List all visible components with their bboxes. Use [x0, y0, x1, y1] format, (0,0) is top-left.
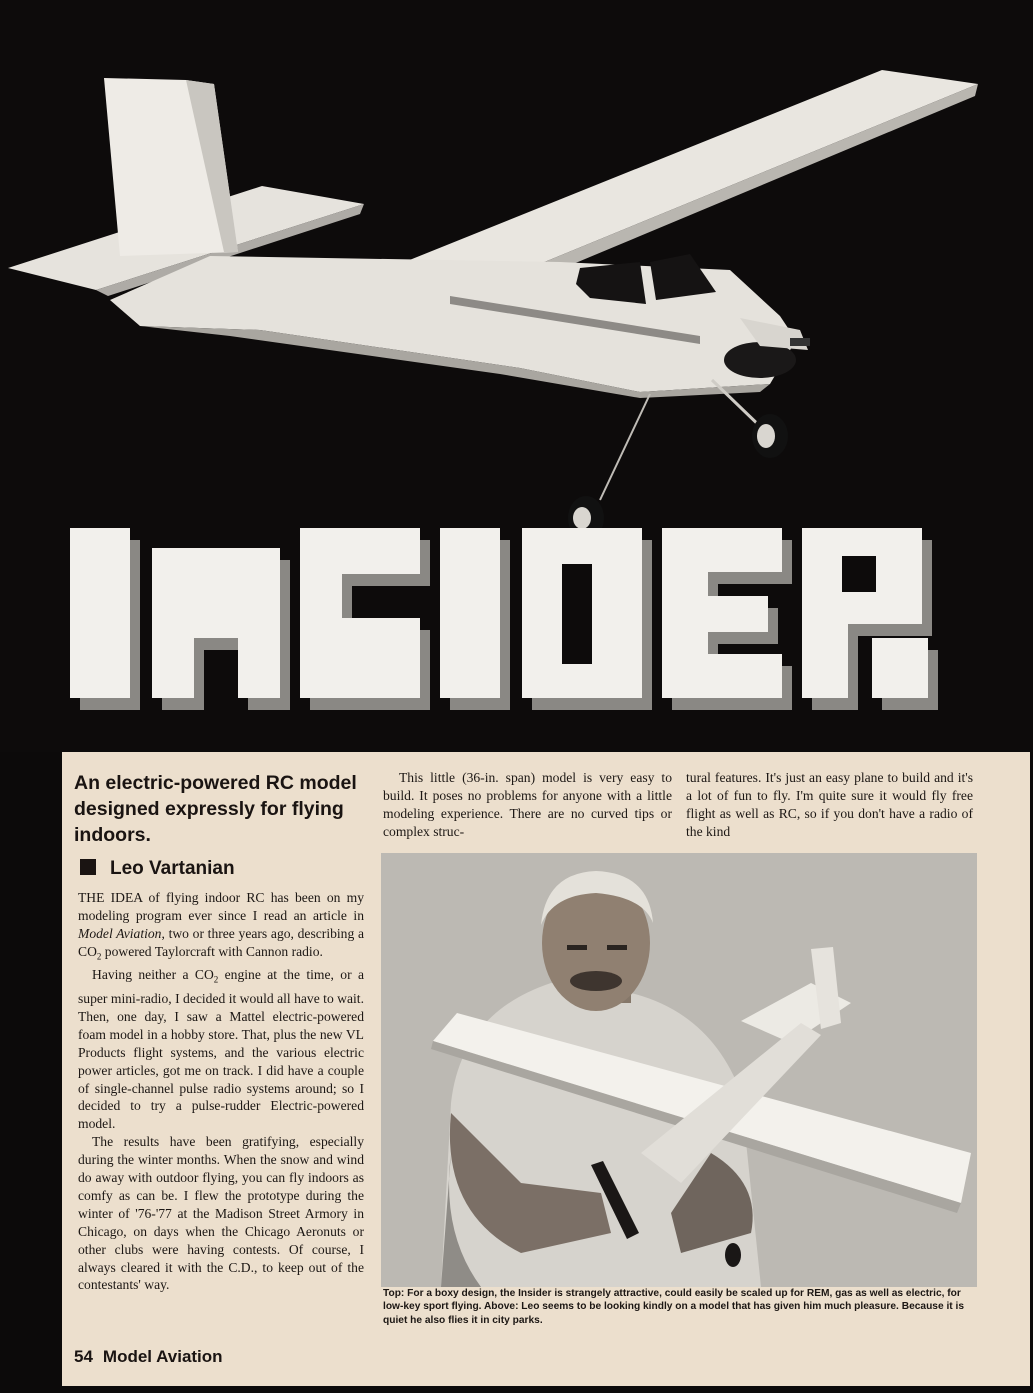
headline-letter-i-0 — [70, 528, 140, 710]
headline-letter-n-1 — [152, 548, 290, 710]
article-column-3: tural features. It's just an easy plane to build and it's a lot of fun to fly. I'm quite sure it would fly free flight as well as RC, so if you don't have a radio of the kind — [686, 770, 973, 839]
column1-para-2: Having neither a $CO_2$ engine at the time, or a super mini-radio, I decided it would all have to wait. Then, one day, I saw a Mattel electric-powered foam model in a hobby store. That, plus the new VL Products flight systems, and the various electric power articles, got me on track. I did have a couple of single-channel pulse radio systems around; so I decided to try a pulse-rudder Electric-powered model. — [78, 967, 364, 1132]
page-folio — [74, 1347, 223, 1367]
author-photo — [381, 853, 977, 1287]
column1-para-3: The results have been gratifying, especially during the winter months. When the snow and wind do away with outdoor flying, you can fly indoors as comfy as can be. I flew the prototype during the winter of '76-'77 at the Madison Street Armory in Chicago, on days when the Chicago Aeronuts or other clubs were having contests. Of course, I always cleared it with the C.D., to keep out of the contestants' way. — [78, 1134, 364, 1293]
man-with-model-illustration — [381, 853, 977, 1287]
headline-letter-i-3 — [440, 528, 510, 710]
article-deck: An electric-powered RC model designed expressly for flying indoors. — [74, 772, 357, 846]
headline-letter-d-4 — [522, 528, 652, 710]
byline-bullet — [80, 859, 96, 875]
headline-letter-s-2 — [300, 528, 430, 710]
page-number: 54 — [74, 1347, 93, 1366]
headline-letters — [66, 518, 966, 738]
article-column-1 — [78, 889, 364, 1294]
photo-caption: Top: For a boxy design, the Insider is strangely attractive, could easily be scaled up for REM, gas as well as electric, for low-key sport flying. Above: Leo seems to be looking kindly on a model that has given him much pleasure. Because it is quiet he also flies it in city parks. — [383, 1288, 965, 1326]
article-column-2: This little (36-in. span) model is very easy to build. It poses no problems for anyone with a little modeling experience. There are no curved tips or complex struc- — [383, 770, 672, 839]
magazine-name: Model Aviation — [102, 1347, 223, 1366]
headline-letter-r-6 — [802, 528, 938, 710]
author-name: Leo Vartanian — [110, 858, 235, 879]
headline-letter-e-5 — [662, 528, 792, 710]
headline-title — [66, 518, 966, 738]
byline — [80, 858, 235, 880]
column1-para-1: THE IDEA of flying indoor RC has been on my modeling program ever since I read an article in Model Aviation, two or three years ago, describing a $CO_2$ powered Taylorcraft with Cannon radio. — [78, 890, 364, 962]
